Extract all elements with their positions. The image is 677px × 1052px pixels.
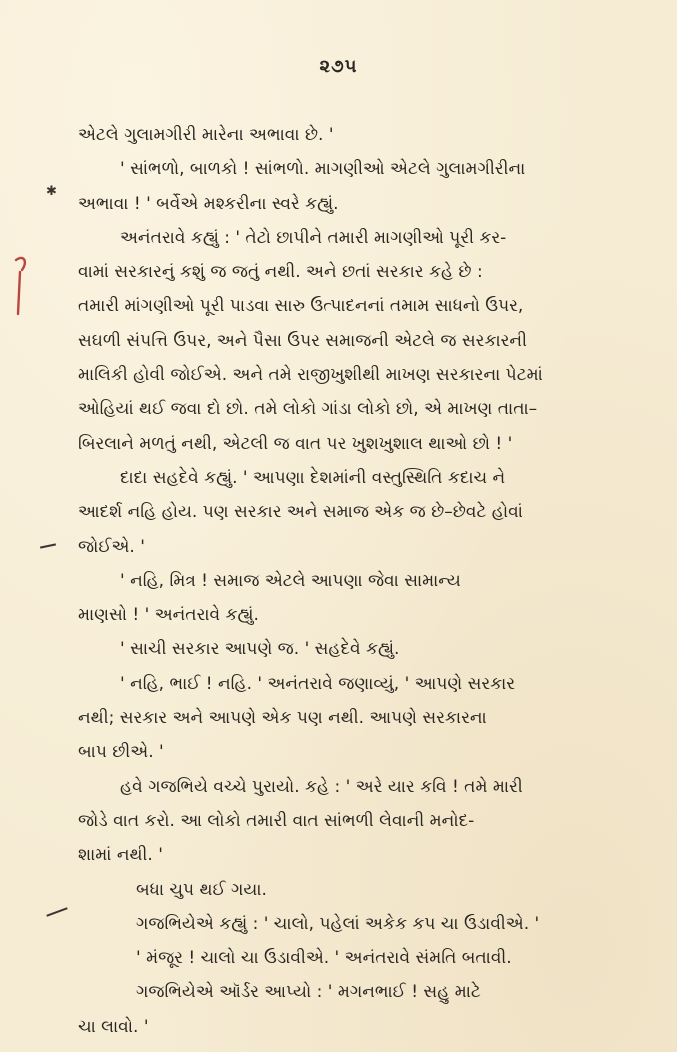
- text-line: એટલે ગુલામગીરી મારેના અભાવા છે. ': [78, 125, 334, 145]
- text-line: બધા ચુપ થઈ ગયા.: [136, 879, 267, 900]
- text-line: ' સાંભળો, બાળકો ! સાંભળો. માગણીઓ એટલે ગુલામગીરીના: [120, 159, 526, 180]
- text-line: અભાવા ! ' બર્વેએ મશ્કરીના સ્વરે કહ્યું.: [78, 193, 339, 214]
- text-line: ' નહિ, ભાઈ ! નહિ. ' અનંતરાવે જણાવ્યું, ' આપણે સરકાર: [120, 673, 516, 694]
- text-line: ગજભિયેએ કહ્યું : ' ચાલો, પહેલાં અકેક કપ ચા ઉડાવીએ. ': [136, 913, 540, 934]
- page-number: ૨૭૫: [319, 56, 358, 77]
- text-line: બાપ છીએ. ': [78, 742, 164, 763]
- text-line: જોડે વાત કરો. આ લોકો તમારી વાત સાંભળી લેવાની મનોદ-: [78, 810, 475, 831]
- text-line: ઓહિયાં થઈ જવા દો છો. તમે લોકો ગાંડા લોકો છો, એ માખણ તાતા–: [78, 399, 538, 420]
- text-line: માલિકી હોવી જોઈએ. અને તમે રાજીખુશીથી માખણ સરકારના પેટમાં: [78, 365, 543, 386]
- text-line: અનંતરાવે કહ્યું : ' તેટો છાપીને તમારી માગણીઓ પૂરી કર-: [120, 227, 507, 248]
- text-line: નથી; સરકાર અને આપણે એક પણ નથી. આપણે સરકારના: [78, 708, 487, 729]
- text-line: ગજભિયેએ ઑર્ડર આપ્યો : ' મગનભાઈ ! સહુ માટે: [136, 982, 481, 1003]
- text-line: જોઈએ. ': [78, 536, 145, 557]
- margin-star-mark: ✱: [46, 184, 57, 199]
- text-line: ' સાચી સરકાર આપણે જ. ' સહદેવે કહ્યું.: [120, 639, 400, 660]
- text-line: વામાં સરકારનું કશું જ જતું નથી. અને છતાં સરકાર કહે છે :: [78, 262, 483, 283]
- body-text: [78, 118, 618, 1044]
- text-line: સઘળી સંપત્તિ ઉપર, અને પૈસા ઉપર સમાજની એટલે જ સરકારની: [78, 330, 527, 351]
- text-line: આદર્શ નહિ હોય. પણ સરકાર અને સમાજ એક જ છે–છેવટે હોવાં: [78, 502, 523, 523]
- text-line: માણસો ! ' અનંતરાવે કહ્યું.: [78, 605, 259, 626]
- text-line: ' મંજૂર ! ચાલો ચા ઉડાવીએ. ' અનંતરાવે સંમતિ બતાવી.: [136, 948, 512, 969]
- text-line: બિરલાને મળતું નથી, એટલી જ વાત પર ખુશખુશાલ થાઓ છો ! ': [78, 433, 513, 454]
- text-line: તમારી માંગણીઓ પૂરી પાડવા સારુ ઉત્પાદનનાં તમામ સાધનો ઉપર,: [78, 296, 524, 317]
- text-line: હવે ગજભિયે વચ્ચે પુરાયો. કહે : ' અરે યાર કવિ ! તમે મારી: [120, 776, 523, 797]
- margin-annotation-mark: [10, 252, 32, 318]
- text-line: શામાં નથી. ': [78, 845, 163, 866]
- text-line: દાદા સહદેવે કહ્યું. ' આપણા દેશમાંની વસ્તુસ્થિતિ કદાચ ને: [120, 467, 506, 488]
- margin-dash-mark: [40, 543, 56, 548]
- text-line: ' નહિ, મિત્ર ! સમાજ એટલે આપણા જેવા સામાન્ય: [120, 570, 461, 591]
- text-line: ચા લાવો. ': [78, 1016, 149, 1037]
- margin-dash-mark: [46, 907, 67, 916]
